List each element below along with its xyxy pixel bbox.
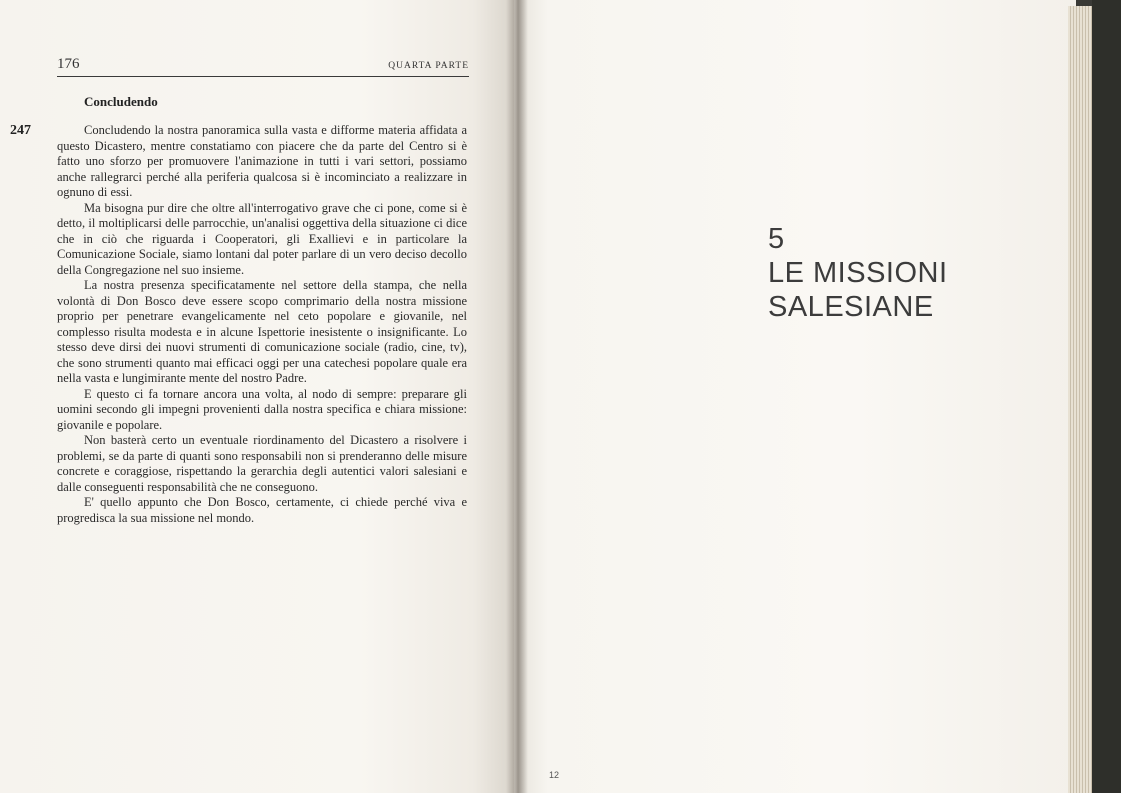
paragraph: E questo ci fa tornare ancora una volta, al nodo di sempre: preparare gli uomini secondo gli impegni provenienti dalla nostra specifica e chiara missione: giovanile e popolare.	[57, 386, 467, 432]
paragraph: La nostra presenza specificatamente nel settore della stampa, che nella volontà di Don Bosco deve essere scopo comprimario della nostra missione proprio per penetrare evangelicamente nel ceto popolare e giovanile, nel complesso risulta modesta e in alcune Ispettorie inesistente o insignificante. Lo stesso deve dirsi dei nuovi strumenti di comunicazione sociale (radio, cine, tv), che sono strumenti quanto mai efficaci oggi per una catechesi popolare quale era nella vasta e lungimirante mente del nostro Padre.	[57, 278, 467, 385]
right-page	[514, 0, 1076, 793]
body-text	[57, 123, 467, 526]
page-header	[57, 56, 469, 77]
chapter-title-line: SALESIANE	[768, 291, 934, 323]
page-number: 176	[57, 56, 80, 72]
chapter-number: 5	[768, 223, 785, 255]
running-head: QUARTA PARTE	[388, 61, 469, 71]
book-gutter	[506, 0, 528, 793]
page-number: 12	[549, 770, 560, 780]
paragraph: Ma bisogna pur dire che oltre all'interrogativo grave che ci pone, come si è detto, il moltiplicarsi delle parrocchie, un'analisi oggettiva della situazione ci dice che in ciò che riguarda i Cooperatori, gli Exallievi e in particolare la Comunicazione Sociale, siamo lontani dal poter parlare di un vero deciso decollo della Congregazione nel suo insieme.	[57, 200, 467, 277]
left-page	[0, 0, 514, 793]
paragraph: Non basterà certo un eventuale riordinamento del Dicastero a risolvere i problemi, se da parte di quanti sono responsabili non si prenderanno delle misure concrete e coraggiose, rispettando la gerarchia degli autentici valori salesiani e dalle conseguenti responsabilità che ne conseguono.	[57, 433, 467, 494]
section-title: Concludendo	[84, 94, 158, 109]
paragraph-margin-number: 247	[10, 123, 31, 138]
paragraph: Concludendo la nostra panoramica sulla vasta e difforme materia affidata a questo Dicastero, mentre constatiamo con piacere che da parte del Centro si è fatto uno sforzo per promuovere l'animazione in tutti i vari settori, possiamo anche rallegrarci perché alla periferia qualcosa si è incominciato a realizzare in ognuno di essi.	[57, 123, 467, 199]
paragraph: E' quello appunto che Don Bosco, certamente, ci chiede perché viva e progredisca la sua missione nel mondo.	[57, 495, 467, 525]
chapter-heading	[768, 222, 948, 324]
chapter-title-line: LE MISSIONI	[768, 257, 948, 289]
cover-edge	[1092, 0, 1121, 793]
